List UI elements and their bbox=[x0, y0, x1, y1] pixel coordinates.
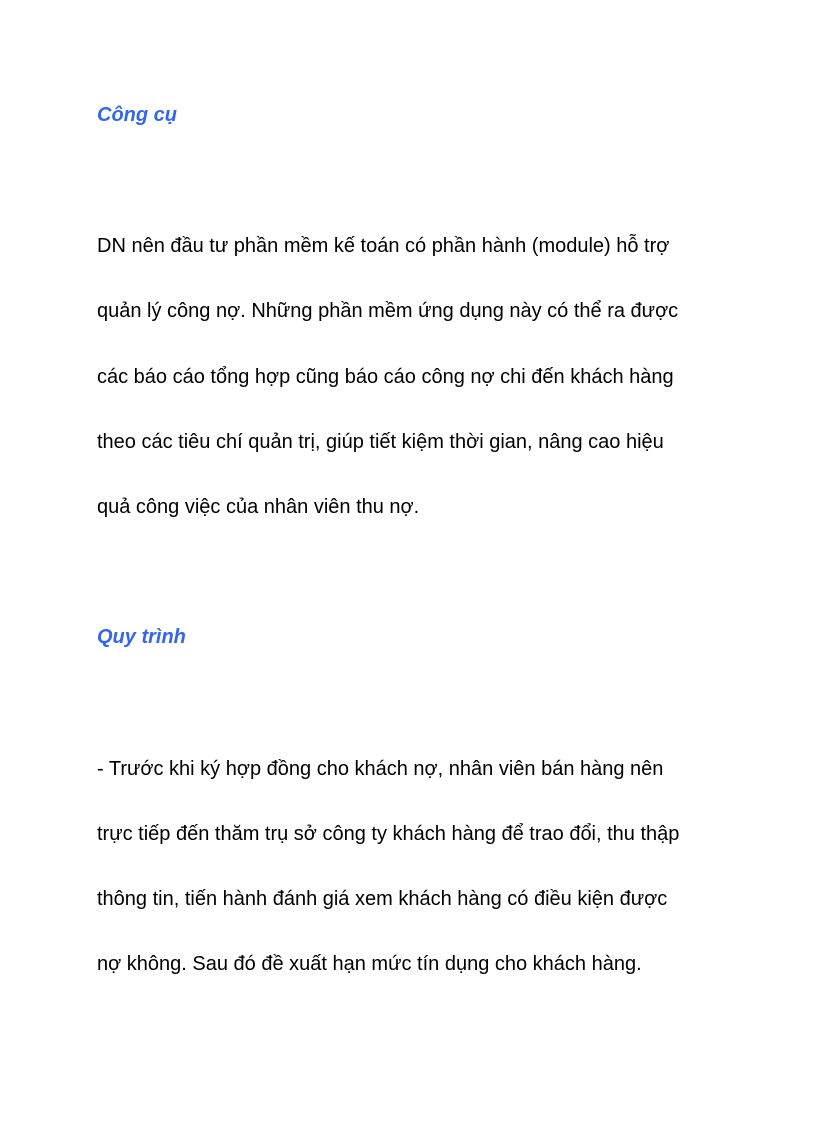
paragraph-line: theo các tiêu chí quản trị, giúp tiết kiệm thời gian, nâng cao hiệu bbox=[97, 431, 664, 453]
paragraph-line: quản lý công nợ. Những phần mềm ứng dụng này có thể ra được bbox=[97, 300, 679, 322]
section-heading-quy-trinh: Quy trình bbox=[97, 626, 186, 648]
paragraph-line: các báo cáo tổng hợp cũng báo cáo công nợ chi đến khách hàng bbox=[97, 366, 674, 388]
section-heading-cong-cu: Công cụ bbox=[97, 104, 177, 126]
paragraph-line: trực tiếp đến thăm trụ sở công ty khách hàng để trao đổi, thu thập bbox=[97, 823, 680, 845]
paragraph-line: thông tin, tiến hành đánh giá xem khách hàng có điều kiện được bbox=[97, 888, 668, 910]
paragraph-line: DN nên đầu tư phần mềm kế toán có phần hành (module) hỗ trợ bbox=[97, 235, 670, 257]
paragraph-line: quả công việc của nhân viên thu nợ. bbox=[97, 496, 420, 518]
paragraph-line: nợ không. Sau đó đề xuất hạn mức tín dụng cho khách hàng. bbox=[97, 953, 642, 975]
paragraph-line: - Trước khi ký hợp đồng cho khách nợ, nhân viên bán hàng nên bbox=[97, 758, 664, 780]
